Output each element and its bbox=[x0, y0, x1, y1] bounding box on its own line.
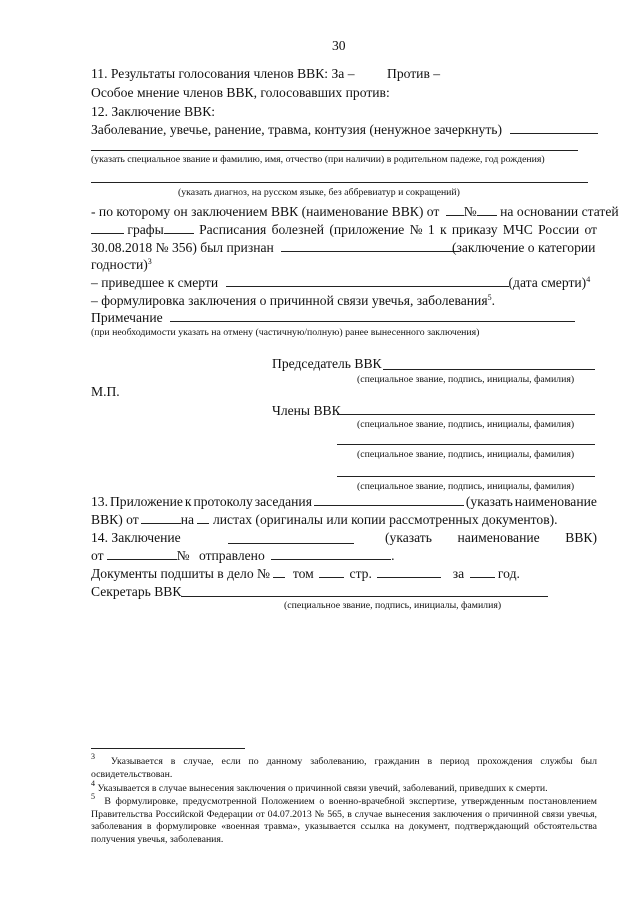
footnote-ref-3[interactable]: 3 bbox=[147, 257, 152, 266]
dissenting-opinion-label: Особое мнение членов ВВК, голосовавших против: bbox=[91, 85, 390, 100]
stamp-place-label: М.П. bbox=[91, 384, 120, 399]
attachment-w7: наименование bbox=[514, 494, 597, 509]
footnote-ref-4[interactable]: 4 bbox=[586, 275, 591, 284]
footnote-3 bbox=[91, 752, 597, 781]
filed-year-label: год. bbox=[497, 566, 520, 581]
fitness-label: годности) bbox=[91, 257, 148, 272]
sheets-field[interactable] bbox=[197, 512, 209, 524]
member2-signature-line[interactable] bbox=[337, 444, 595, 445]
votes-for-label: 11. Результаты голосования членов ВВК: За – bbox=[91, 66, 355, 81]
filed-line bbox=[91, 566, 520, 582]
footnote-4 bbox=[91, 779, 597, 796]
member3-signature-hint: (специальное звание, подпись, инициалы, фамилия) bbox=[357, 481, 575, 492]
note-field[interactable] bbox=[170, 310, 575, 322]
wording-label: – формулировка заключения о причинной связи увечья, заболевания bbox=[91, 293, 488, 308]
footnote-3-ref: 3 bbox=[91, 752, 95, 761]
footnote-3-text: Указывается в случае, если по данному заболеванию, гражданин в период прохождения службы был освидетельствован. bbox=[91, 756, 597, 780]
chairman-label: Председатель ВВК bbox=[272, 356, 382, 371]
filed-volume-label: том bbox=[292, 566, 314, 581]
number-sign: № bbox=[463, 204, 477, 219]
wording-end: . bbox=[491, 293, 495, 308]
mchs-word: МЧС bbox=[502, 222, 533, 237]
sent-field[interactable] bbox=[271, 548, 391, 560]
attachment-w5: заседания bbox=[254, 494, 312, 509]
fitness-line bbox=[91, 257, 152, 273]
death-date-label: (дата смерти) bbox=[508, 275, 587, 290]
injury-type-field[interactable] bbox=[510, 122, 598, 134]
votes-against-label: Против – bbox=[387, 66, 441, 81]
member1-signature-hint: (специальное звание, подпись, инициалы, фамилия) bbox=[357, 419, 575, 430]
vvk-conclusion-line bbox=[91, 204, 619, 220]
footnote-separator bbox=[91, 748, 245, 749]
sent-line bbox=[91, 548, 395, 564]
chairman-signature-line[interactable] bbox=[383, 369, 595, 370]
footnote-4-ref: 4 bbox=[91, 779, 95, 788]
note-line bbox=[91, 310, 575, 326]
diseases-word: болезней bbox=[271, 222, 325, 237]
attachment-w2: Приложение bbox=[109, 494, 183, 509]
diagnosis-field-hint: (указать диагноз, на русском языке, без аббревиатур и сокращений) bbox=[178, 187, 460, 198]
member2-signature-hint: (специальное звание, подпись, инициалы, фамилия) bbox=[357, 449, 575, 460]
footnote-5-ref: 5 bbox=[91, 792, 95, 801]
footnote-ref-5[interactable]: 5 bbox=[487, 293, 492, 302]
sent-dot: . bbox=[391, 548, 395, 563]
name-field-hint: (указать специальное звание и фамилию, имя, отчество (при наличии) в родительном падеже, год рождения) bbox=[91, 154, 545, 165]
vvk-number-field[interactable] bbox=[477, 204, 497, 216]
graphs-field[interactable] bbox=[164, 222, 194, 234]
page-field[interactable] bbox=[377, 566, 441, 578]
recognized-line bbox=[91, 240, 459, 256]
sent-number-sign: № bbox=[176, 548, 190, 563]
num-word: № bbox=[409, 222, 423, 237]
conclusion14-field[interactable] bbox=[228, 543, 354, 544]
sent-from-label: от bbox=[91, 548, 104, 563]
voting-results-line bbox=[91, 66, 355, 82]
conclusion14-right bbox=[385, 530, 597, 546]
one-word: 1 bbox=[427, 222, 435, 237]
vvk-date-field[interactable] bbox=[446, 204, 464, 216]
wording-line bbox=[91, 293, 495, 309]
member1-signature-line[interactable] bbox=[337, 414, 595, 415]
secretary-signature-line[interactable] bbox=[181, 596, 548, 597]
order-word: приказу bbox=[451, 222, 498, 237]
attachment-w3: к bbox=[184, 494, 192, 509]
attachment-from-label: ВВК) от bbox=[91, 512, 139, 527]
volume-field[interactable] bbox=[319, 566, 344, 578]
graphs-label: графы bbox=[127, 222, 164, 237]
attachment-line2 bbox=[91, 512, 558, 528]
attachment-on-label: на bbox=[180, 512, 194, 527]
case-number-field[interactable] bbox=[273, 566, 285, 578]
footnote-5 bbox=[91, 792, 597, 846]
meeting-field[interactable] bbox=[314, 494, 464, 506]
filed-case-label: Документы подшиты в дело № bbox=[91, 566, 271, 581]
ot-word: от bbox=[584, 222, 597, 237]
injury-type-line bbox=[91, 122, 598, 138]
vvk-conclusion-label: - по которому он заключением ВВК (наименование ВВК) от bbox=[91, 204, 440, 219]
basis-label: на основании статей bbox=[500, 204, 619, 219]
attachment-w1: 13. bbox=[91, 494, 108, 509]
member3-signature-line[interactable] bbox=[337, 476, 595, 477]
attachment-date-field[interactable] bbox=[141, 512, 181, 524]
note-label: Примечание bbox=[91, 310, 163, 325]
filed-page-label: стр. bbox=[349, 566, 372, 581]
footnote-5-text: В формулировке, предусмотренной Положением о военно-врачебной экспертизе, утвержденным постановлением Правительства Российской Федерации от 04.07.2013 № 565, в случае вынесения заключения о причинной связи увечья, заболевания в формулировке «военная травма», указывается ссылка на документ, подтверждающий обстоятельства получения увечья, заболевания. bbox=[91, 796, 597, 845]
conclusion-title: 12. Заключение ВВК: bbox=[91, 104, 216, 119]
articles-field[interactable] bbox=[91, 222, 124, 234]
conclusion14-label: 14. Заключение bbox=[91, 530, 181, 545]
recognized-field[interactable] bbox=[281, 240, 459, 252]
death-line bbox=[91, 275, 590, 291]
recognized-label: 30.08.2018 № 356) был признан bbox=[91, 240, 274, 255]
attachment-w4: протоколу bbox=[193, 494, 253, 509]
conclusion14-w4: ВВК) bbox=[565, 530, 597, 545]
filed-for-label: за bbox=[452, 566, 465, 581]
note-hint: (при необходимости указать на отмену (частичную/полную) ранее вынесенного заключения) bbox=[91, 327, 480, 338]
attachment-sheets-label: листах (оригиналы или копии рассмотренных документов). bbox=[213, 512, 558, 527]
diagnosis-field-line[interactable] bbox=[91, 182, 588, 183]
members-label: Члены ВВК bbox=[272, 403, 341, 418]
conclusion14-w2: (указать bbox=[385, 530, 432, 545]
injury-type-label: Заболевание, увечье, ранение, травма, контузия (ненужное зачеркнуть) bbox=[91, 122, 503, 137]
secretary-signature-hint: (специальное звание, подпись, инициалы, фамилия) bbox=[284, 600, 502, 611]
conclusion14-w3: наименование bbox=[457, 530, 540, 545]
attachment-line bbox=[91, 494, 597, 510]
year-field[interactable] bbox=[470, 566, 495, 578]
death-cause-field[interactable] bbox=[226, 275, 509, 287]
category-label: (заключение о категории bbox=[452, 240, 596, 255]
footnote-4-text: Указывается в случае вынесения заключения о причинной связи увечий, заболеваний, приведших к смерти. bbox=[97, 783, 548, 794]
attachment-w6: (указать bbox=[465, 494, 513, 509]
schedule-word: Расписания bbox=[199, 222, 267, 237]
k-word: к bbox=[439, 222, 447, 237]
sent-date-field[interactable] bbox=[107, 548, 177, 560]
secretary-label: Секретарь ВВК bbox=[91, 584, 182, 599]
death-label: – приведшее к смерти bbox=[91, 275, 219, 290]
russia-word: России bbox=[538, 222, 580, 237]
sent-label: отправлено bbox=[198, 548, 265, 563]
chairman-signature-hint: (специальное звание, подпись, инициалы, фамилия) bbox=[357, 374, 575, 385]
name-field-line[interactable] bbox=[91, 150, 578, 151]
appendix-word: (приложение bbox=[329, 222, 405, 237]
page-number: 30 bbox=[332, 38, 346, 53]
articles-line bbox=[91, 222, 597, 238]
